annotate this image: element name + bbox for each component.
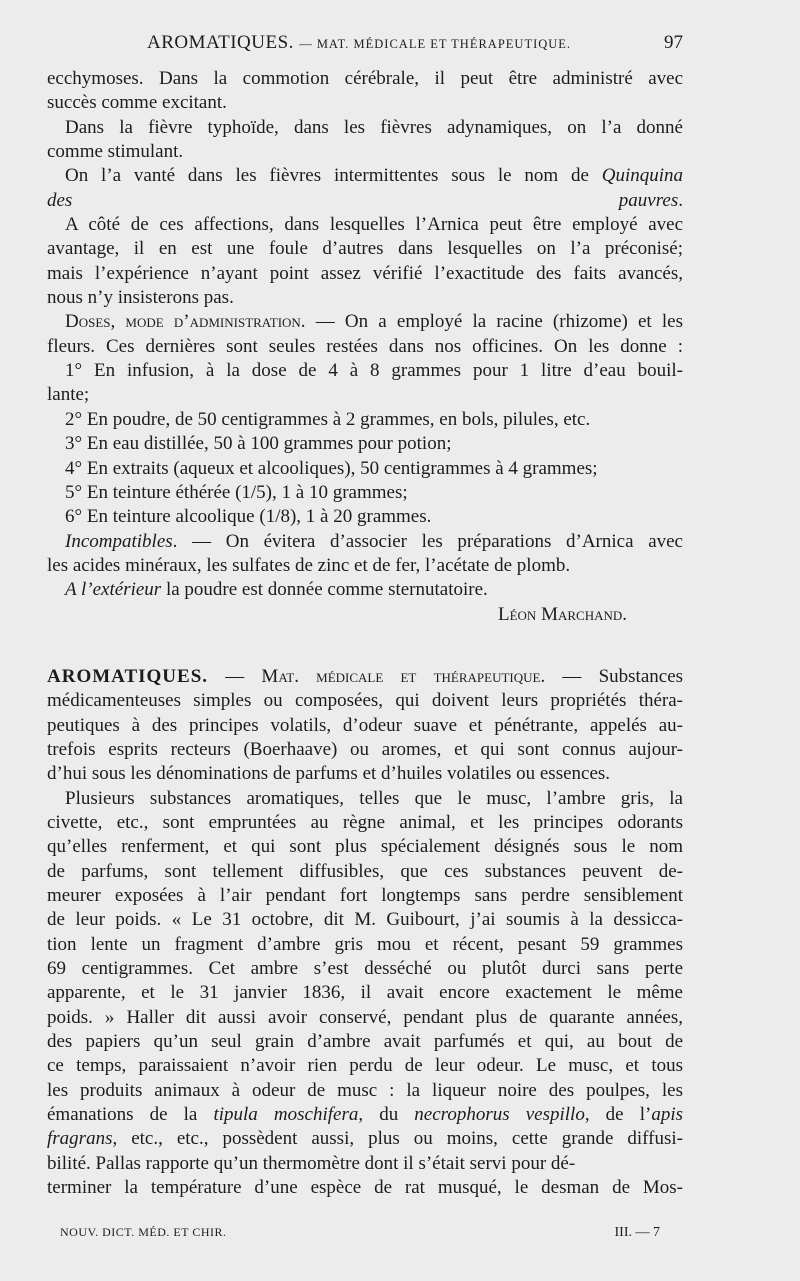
- text-run: meurer exposées à l’air pendant fort longtemps sans perdre sensiblement: [47, 885, 683, 906]
- text-run: de leur poids. « Le 31 octobre, dit M. Guibourt, j’ai soumis à la dessicca-: [47, 909, 683, 931]
- text-line: [47, 67, 683, 91]
- entry-headword: AROMATIQUES.: [47, 665, 209, 687]
- text-run: poids. » Haller dit aussi avoir conservé, pendant plus de quarante années,: [47, 1006, 683, 1028]
- text-run: terminer la température d’une espèce de rat musqué, le desman de Mos-: [47, 1177, 683, 1199]
- text-line: [47, 957, 683, 981]
- text-line: [47, 981, 683, 1005]
- text-run: 5° En teinture éthérée (1/5), 1 à 10 grammes;: [65, 481, 408, 503]
- text-run: médicamenteuses simples ou composées, qui doivent leurs propriétés théra-: [47, 690, 683, 712]
- text-line: [47, 359, 683, 383]
- text-run: — On a employé la racine (rhizome) et les: [305, 311, 683, 333]
- text-run: 6° En teinture alcoolique (1/8), 1 à 20 grammes.: [65, 506, 432, 528]
- text-line: [47, 408, 683, 432]
- text-run: des papiers qu’un seul grain d’ambre avait parfumés et qui, au bout de: [47, 1031, 683, 1053]
- text-line: [47, 530, 683, 554]
- text-run: ecchymoses. Dans la commotion cérébrale, il peut être administré avec: [47, 68, 683, 89]
- text-run: les produits animaux à odeur de musc : la liqueur noire des poulpes, les: [47, 1079, 683, 1101]
- author-signature: [47, 603, 683, 627]
- running-title-main: AROMATIQUES.: [147, 32, 294, 53]
- italic-text: necrophorus vespillo: [414, 1104, 585, 1126]
- small-caps-text: Léon Marchand.: [498, 603, 627, 625]
- text-line: [47, 1127, 683, 1151]
- text-run: 3° En eau distillée, 50 à 100 grammes pour potion;: [65, 433, 452, 455]
- text-line: [47, 237, 683, 261]
- text-line: [47, 762, 683, 786]
- text-line: [47, 213, 683, 237]
- text-line: [47, 714, 683, 738]
- page-number: 97: [664, 32, 683, 53]
- text-run: apparente, et le 31 janvier 1836, il avait encore exactement le même: [47, 982, 683, 1004]
- text-run: A côté de ces affections, dans lesquelles l’Arnica peut être employé avec: [65, 214, 683, 236]
- text-run: 2° En poudre, de 50 centigrammes à 2 grammes, en bols, pilules, etc.: [65, 408, 591, 430]
- text-line: [47, 835, 683, 859]
- text-run: mais l’expérience n’ayant point assez vérifié l’exactitude des faits avancés,: [47, 262, 683, 284]
- text-line: [47, 262, 683, 286]
- text-line: [47, 665, 683, 689]
- text-run: succès comme excitant.: [47, 92, 227, 114]
- text-run: — Substances: [545, 665, 683, 687]
- text-run: qu’elles renferment, et qui sont plus spécialement désignés sous le nom: [47, 836, 683, 858]
- text-line: [47, 189, 683, 213]
- text-line: [47, 432, 683, 456]
- text-line: [47, 1054, 683, 1078]
- text-line: [47, 1176, 683, 1200]
- text-line: [47, 505, 683, 529]
- footer-signature: III. — 7: [614, 1225, 660, 1240]
- text-line: [47, 91, 683, 115]
- text-run: , de l’: [584, 1104, 652, 1126]
- text-run: émanations de la: [47, 1104, 214, 1126]
- text-run: —: [208, 665, 262, 687]
- text-line: [47, 1079, 683, 1103]
- text-run: Dans la fièvre typhoïde, dans les fièvres adynamiques, on l’a donné: [65, 116, 683, 138]
- text-line: [47, 933, 683, 957]
- text-line: [47, 286, 683, 310]
- page-footer: [60, 1225, 660, 1245]
- text-run: . — On évitera d’associer les préparations d’Arnica avec: [172, 530, 683, 552]
- text-line: [47, 457, 683, 481]
- text-run: trefois esprits recteurs (Boerhaave) ou aromes, et qui sont connus aujour-: [47, 738, 683, 760]
- text-run: bilité. Pallas rapporte qu’un thermomètre dont il s’était servi pour dé-: [47, 1152, 576, 1174]
- italic-text: Quinquina: [601, 165, 683, 187]
- running-title: [147, 32, 571, 54]
- text-line: [47, 738, 683, 762]
- text-line: [47, 1152, 683, 1176]
- text-line: [47, 310, 683, 334]
- text-line: [47, 481, 683, 505]
- text-line: [47, 1006, 683, 1030]
- italic-text: A l’extérieur: [65, 579, 162, 601]
- text-line: [47, 1030, 683, 1054]
- text-run: Plusieurs substances aromatiques, telles que le musc, l’ambre gris, la: [65, 787, 683, 809]
- page-body: [47, 67, 683, 1200]
- text-run: civette, etc., sont empruntées au règne animal, et les principes odorants: [47, 811, 683, 833]
- text-line: [47, 787, 683, 811]
- text-line: [47, 140, 683, 164]
- small-caps-text: Doses, mode d’administration.: [65, 311, 306, 333]
- text-run: nous n’y insisterons pas.: [47, 287, 234, 309]
- text-run: la poudre est donnée comme sternutatoire.: [161, 579, 488, 601]
- italic-text: apis: [651, 1104, 683, 1126]
- italic-text: Incompatibles: [65, 530, 173, 552]
- text-run: comme stimulant.: [47, 141, 184, 163]
- section-gap: [47, 627, 683, 665]
- text-run: de parfums, sont tellement diffusibles, que ces substances peuvent de-: [47, 860, 683, 882]
- text-line: [47, 1103, 683, 1127]
- text-line: [47, 689, 683, 713]
- text-line: [47, 554, 683, 578]
- italic-text: tipula moschifera: [213, 1104, 359, 1126]
- text-line: [47, 383, 683, 407]
- text-run: 4° En extraits (aqueux et alcooliques), 50 centigrammes à 4 grammes;: [65, 457, 598, 479]
- text-run: ce temps, paraissaient n’avoir rien perdu de leur odeur. Le musc, et tous: [47, 1055, 683, 1077]
- text-run: 69 centigrammes. Cet ambre s’est desséché ou plutôt durci sans perte: [47, 958, 683, 980]
- text-line: [47, 811, 683, 835]
- text-line: [47, 335, 683, 359]
- text-run: les acides minéraux, les sulfates de zinc et de fer, l’acétate de plomb.: [47, 554, 571, 576]
- text-run: fleurs. Ces dernières sont seules restées dans nos officines. On les donne :: [47, 335, 683, 357]
- text-line: [47, 860, 683, 884]
- text-line: [47, 578, 683, 602]
- italic-text: fragrans: [47, 1128, 113, 1150]
- text-run: , du: [358, 1104, 415, 1126]
- italic-text: des pauvres: [47, 189, 679, 211]
- text-run: avantage, il en est une foule d’autres dans lesquelles on l’a préconisé;: [47, 238, 683, 260]
- small-caps-text: Mat. médicale et thérapeutique.: [261, 665, 546, 687]
- text-line: [47, 164, 683, 188]
- text-run: On l’a vanté dans les fièvres intermittentes sous le nom de: [65, 165, 602, 187]
- text-line: [47, 884, 683, 908]
- text-run: tion lente un fragment d’ambre gris mou et récent, pesant 59 grammes: [47, 933, 683, 955]
- text-run: lante;: [47, 384, 90, 406]
- footer-publication: NOUV. DICT. MÉD. ET CHIR.: [60, 1225, 227, 1239]
- text-run: peutiques à des principes volatils, d’odeur suave et pénétrante, appelés au-: [47, 714, 683, 736]
- text-run: , etc., etc., possèdent aussi, plus ou moins, cette grande diffusi-: [112, 1128, 683, 1150]
- text-run: 1° En infusion, à la dose de 4 à 8 grammes pour 1 litre d’eau bouil-: [65, 360, 683, 382]
- text-line: [47, 116, 683, 140]
- text-run: .: [678, 189, 683, 211]
- text-line: [47, 908, 683, 932]
- running-header: [47, 30, 683, 60]
- text-run: d’hui sous les dénominations de parfums et d’huiles volatiles ou essences.: [47, 763, 611, 785]
- running-title-subject: — MAT. MÉDICALE ET THÉRAPEUTIQUE.: [299, 37, 572, 51]
